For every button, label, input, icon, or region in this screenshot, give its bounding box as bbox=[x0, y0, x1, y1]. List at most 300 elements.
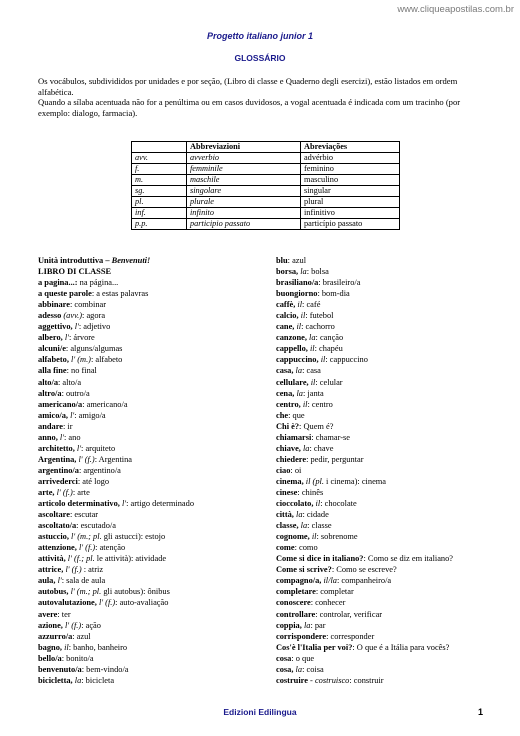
table-header-cell bbox=[132, 142, 187, 153]
entry-headword: arrivederci bbox=[38, 476, 78, 486]
entry-translation: : artigo determinado bbox=[126, 499, 195, 509]
entry-grammar: l' (f.) bbox=[78, 454, 95, 464]
glossary-entry bbox=[38, 531, 268, 542]
entry-headword: centro, bbox=[276, 399, 303, 409]
table-cell: p.p. bbox=[132, 219, 187, 230]
glossary-entry bbox=[276, 675, 506, 686]
entry-headword: chiedere bbox=[276, 454, 307, 464]
entry-grammar: l' (m.) bbox=[71, 355, 91, 365]
glossary-entry bbox=[276, 277, 506, 288]
entry-grammar: la bbox=[74, 675, 82, 685]
entry-grammar: il bbox=[311, 532, 317, 542]
glossary-entry bbox=[38, 675, 268, 686]
entry-grammar: la bbox=[295, 664, 303, 674]
glossary-entry bbox=[276, 266, 506, 277]
entry-headword: azione, bbox=[38, 620, 65, 630]
entry-headword: benvenuto/a bbox=[38, 664, 82, 674]
table-cell: masculino bbox=[301, 175, 400, 186]
entry-headword: chiave, bbox=[276, 443, 303, 453]
entry-translation: : cachorro bbox=[301, 322, 335, 332]
glossary-entry bbox=[276, 531, 506, 542]
glossary-entry bbox=[276, 365, 506, 376]
table-cell: pl. bbox=[132, 197, 187, 208]
entry-translation: : chave bbox=[309, 443, 334, 453]
entry-headword: bicicletta, bbox=[38, 675, 75, 685]
glossary-entry bbox=[38, 553, 268, 564]
table-header-row bbox=[132, 142, 400, 153]
entry-headword: autobus, bbox=[38, 587, 71, 597]
entry-headword: conoscere bbox=[276, 598, 311, 608]
entry-translation: : alto/a bbox=[58, 377, 82, 387]
entry-translation: : como bbox=[294, 543, 318, 553]
entry-translation: : futebol bbox=[305, 311, 334, 321]
glossary-entry bbox=[276, 597, 506, 608]
entry-headword: ascoltato/a bbox=[38, 521, 77, 531]
entry-translation: : bicicleta bbox=[81, 675, 115, 685]
entry-grammar: Benvenuti! bbox=[111, 256, 151, 265]
entry-translation: : combinar bbox=[69, 300, 107, 310]
entry-headword: calcio, bbox=[276, 311, 301, 321]
entry-grammar: l' (m.; pl. bbox=[71, 532, 102, 542]
entry-headword: Unità introduttiva – bbox=[38, 256, 112, 265]
entry-translation: : até logo bbox=[77, 476, 110, 486]
entry-headword: come bbox=[276, 543, 295, 553]
table-cell: singolare bbox=[187, 186, 301, 197]
entry-translation: : bem-vindo/a bbox=[81, 664, 129, 674]
glossary-entry bbox=[276, 520, 506, 531]
glossary-entry bbox=[276, 454, 506, 465]
table-cell: feminino bbox=[301, 164, 400, 175]
glossary-entry bbox=[38, 266, 268, 277]
entry-grammar: l' bbox=[64, 333, 69, 343]
entry-headword: cellulare, bbox=[276, 377, 311, 387]
glossary-entry bbox=[276, 564, 506, 575]
table-cell: infinito bbox=[187, 208, 301, 219]
page-number: 1 bbox=[478, 707, 484, 717]
entry-grammar: la bbox=[295, 366, 303, 376]
entry-headword: caffè, bbox=[276, 300, 298, 310]
entry-headword: architetto, bbox=[38, 443, 77, 453]
intro-paragraph-1: Os vocábulos, subdivididos por unidades e por seção, (Libro di classe e Quaderno degli esercizi), estão listados em ordem alfabética. bbox=[38, 76, 458, 97]
entry-translation: : Como se escreve? bbox=[331, 565, 397, 575]
intro-paragraph-2: Quando a sílaba acentuada não for a penúltima ou em casos duvidosos, a vogal acentuada é indicada com um tracinho (por exemplo: dialogo, farmacia). bbox=[38, 97, 461, 118]
entry-grammar: la bbox=[303, 620, 311, 630]
glossary-entry bbox=[38, 421, 268, 432]
entry-translation: : cidade bbox=[302, 510, 329, 520]
table-cell: femminile bbox=[187, 164, 301, 175]
glossary-entry bbox=[276, 609, 506, 620]
glossary-entry bbox=[276, 399, 506, 410]
glossary-entry bbox=[38, 255, 268, 266]
glossary-entry bbox=[38, 509, 268, 520]
entry-headword: costruire bbox=[276, 675, 308, 685]
entry-headword: città, bbox=[276, 510, 296, 520]
entry-translation: : celular bbox=[315, 377, 343, 387]
entry-translation: : chinês bbox=[297, 487, 324, 497]
entry-grammar: l' bbox=[74, 322, 79, 332]
entry-headword: andare bbox=[38, 421, 63, 431]
table-cell: participio passato bbox=[187, 219, 301, 230]
entry-grammar: l' (f.) bbox=[98, 598, 116, 608]
glossary-entry bbox=[276, 354, 506, 365]
entry-grammar: la bbox=[296, 388, 303, 398]
entry-grammar: il bbox=[320, 355, 326, 365]
entry-headword: blu bbox=[276, 256, 288, 265]
entry-translation: : alfabeto bbox=[90, 355, 123, 365]
table-cell: sg. bbox=[132, 186, 187, 197]
entry-grammar: il bbox=[310, 377, 316, 387]
entry-headword: attenzione, bbox=[38, 543, 79, 553]
entry-grammar: il/la bbox=[323, 576, 337, 586]
entry-translation: : ter bbox=[57, 609, 71, 619]
entry-headword: abbinare bbox=[38, 300, 70, 310]
glossary-entry bbox=[38, 365, 268, 376]
glossary-entry bbox=[38, 354, 268, 365]
glossary-entry bbox=[38, 410, 268, 421]
table-row bbox=[132, 219, 400, 230]
glossary-entry bbox=[38, 487, 268, 498]
entry-headword: buongiorno bbox=[276, 289, 318, 299]
entry-translation: : banho, banheiro bbox=[68, 642, 128, 652]
glossary-entry bbox=[276, 377, 506, 388]
glossary-entry bbox=[38, 575, 268, 586]
entry-translation: : Como se diz em italiano? bbox=[363, 554, 454, 564]
entry-translation: : a estas palavras bbox=[91, 289, 149, 299]
entry-grammar: l' bbox=[59, 432, 65, 442]
table-cell: avv. bbox=[132, 153, 187, 164]
entry-translation: : O que é a Itália para vocês? bbox=[352, 642, 450, 652]
entry-headword: corrispondere bbox=[276, 631, 327, 641]
glossary-column-left bbox=[38, 255, 268, 686]
entry-translation: : chocolate bbox=[320, 499, 357, 509]
entry-headword: argentino/a bbox=[38, 465, 79, 475]
entry-headword: controllare bbox=[276, 609, 316, 619]
entry-translation: : casa bbox=[302, 366, 321, 376]
entry-translation: : atriz bbox=[81, 565, 104, 575]
entry-translation: : completar bbox=[315, 587, 354, 597]
glossary-entry bbox=[38, 299, 268, 310]
glossary-entry bbox=[276, 542, 506, 553]
entry-translation: : bolsa bbox=[306, 267, 329, 277]
entry-grammar: il bbox=[309, 344, 315, 354]
document-subtitle: GLOSSÁRIO bbox=[234, 53, 286, 63]
entry-headword: adesso bbox=[38, 311, 62, 321]
entry-grammar: la bbox=[300, 267, 307, 277]
glossary-entry bbox=[276, 631, 506, 642]
entry-headword: cane, bbox=[276, 322, 297, 332]
glossary-entry bbox=[276, 509, 506, 520]
entry-translation: : amigo/a bbox=[74, 410, 106, 420]
entry-translation: : alguns/algumas bbox=[65, 344, 123, 354]
entry-grammar: la bbox=[296, 510, 303, 520]
table-cell: plural bbox=[301, 197, 400, 208]
entry-translation: le attività): atividade bbox=[94, 554, 167, 564]
glossary-entry bbox=[276, 432, 506, 443]
entry-translation: : atenção bbox=[95, 543, 126, 553]
entry-translation: : chapéu bbox=[314, 344, 343, 354]
entry-headword: che bbox=[276, 410, 289, 420]
entry-headword: anno, bbox=[38, 432, 60, 442]
entry-translation: : pedir, perguntar bbox=[306, 454, 364, 464]
entry-translation: : sala de aula bbox=[61, 576, 106, 586]
glossary-entry bbox=[38, 597, 268, 608]
entry-translation: : agora bbox=[82, 311, 106, 321]
entry-grammar: l' (f.) bbox=[64, 620, 82, 630]
glossary-entry bbox=[38, 664, 268, 675]
watermark: www.cliqueapostilas.com.br bbox=[397, 4, 514, 15]
glossary-entry bbox=[276, 443, 506, 454]
table-cell: advérbio bbox=[301, 153, 400, 164]
entry-headword: avere bbox=[38, 609, 58, 619]
entry-translation: : par bbox=[310, 620, 326, 630]
table-row bbox=[132, 153, 400, 164]
entry-headword: casa, bbox=[276, 366, 296, 376]
entry-headword: cappuccino, bbox=[276, 355, 321, 365]
entry-headword: borsa, bbox=[276, 267, 301, 277]
entry-headword: bello/a bbox=[38, 653, 62, 663]
entry-grammar: l' (f.; pl. bbox=[67, 554, 95, 564]
glossary-entry bbox=[38, 609, 268, 620]
entry-translation: : canção bbox=[315, 333, 344, 343]
entry-headword: americano/a bbox=[38, 399, 83, 409]
glossary-entry bbox=[38, 321, 268, 332]
entry-headword: alla fine bbox=[38, 366, 67, 376]
entry-headword: astuccio, bbox=[38, 532, 72, 542]
glossary-entry bbox=[38, 476, 268, 487]
entry-translation: : ir bbox=[62, 421, 73, 431]
entry-translation: : o que bbox=[291, 653, 315, 663]
entry-grammar: il bbox=[300, 311, 306, 321]
glossary-entry bbox=[38, 399, 268, 410]
table-row bbox=[132, 175, 400, 186]
entry-headword: ciao bbox=[276, 465, 291, 475]
entry-grammar: l' bbox=[76, 443, 82, 453]
glossary-column-right bbox=[276, 255, 506, 686]
glossary-entry bbox=[276, 288, 506, 299]
entry-translation: : árvore bbox=[68, 333, 95, 343]
glossary-entry bbox=[38, 586, 268, 597]
table-cell: f. bbox=[132, 164, 187, 175]
glossary-entry bbox=[38, 620, 268, 631]
entry-headword: attività, bbox=[38, 554, 68, 564]
table-cell: m. bbox=[132, 175, 187, 186]
entry-translation: : classe bbox=[307, 521, 332, 531]
entry-headword: compagno/a, bbox=[276, 576, 324, 586]
glossary-entry bbox=[38, 332, 268, 343]
glossary-entry bbox=[38, 642, 268, 653]
entry-translation: : escutado/a bbox=[76, 521, 116, 531]
entry-headword: cosa bbox=[276, 653, 292, 663]
table-cell: plurale bbox=[187, 197, 301, 208]
entry-translation: : azul bbox=[287, 256, 307, 265]
entry-translation: : conhecer bbox=[310, 598, 346, 608]
entry-grammar: l' bbox=[70, 410, 75, 420]
entry-headword: amico/a, bbox=[38, 410, 71, 420]
entry-grammar: il (pl. bbox=[305, 476, 324, 486]
glossary-entry bbox=[38, 388, 268, 399]
glossary-entry bbox=[276, 410, 506, 421]
glossary-entry bbox=[38, 542, 268, 553]
entry-headword: cinema, bbox=[276, 476, 306, 486]
glossary-entry bbox=[276, 487, 506, 498]
entry-translation: : arquiteto bbox=[81, 443, 116, 453]
entry-grammar: l' (f.) bbox=[78, 543, 96, 553]
glossary-entry bbox=[276, 476, 506, 487]
table-row bbox=[132, 186, 400, 197]
table-row bbox=[132, 197, 400, 208]
entry-translation: : bonito/a bbox=[61, 653, 94, 663]
entry-headword: alto/a bbox=[38, 377, 59, 387]
entry-grammar: il bbox=[315, 499, 321, 509]
glossary-entry bbox=[38, 653, 268, 664]
entry-translation: : adjetivo bbox=[78, 322, 111, 332]
entry-translation: : centro bbox=[307, 399, 333, 409]
entry-translation: : oi bbox=[290, 465, 302, 475]
glossary-entry bbox=[38, 288, 268, 299]
entry-headword: Chi è? bbox=[276, 421, 300, 431]
glossary-entry bbox=[38, 310, 268, 321]
table-row bbox=[132, 208, 400, 219]
glossary-entry bbox=[276, 343, 506, 354]
entry-headword: Come si dice in italiano? bbox=[276, 554, 364, 564]
entry-headword: coppia, bbox=[276, 620, 304, 630]
glossary-entry bbox=[276, 575, 506, 586]
entry-headword: attrice, bbox=[38, 565, 66, 575]
entry-headword: cognome, bbox=[276, 532, 312, 542]
entry-translation: : corresponder bbox=[326, 631, 375, 641]
entry-grammar: l' (f.) bbox=[56, 487, 73, 497]
entry-translation: - bbox=[307, 675, 315, 685]
entry-translation: : brasileiro/a bbox=[318, 278, 361, 288]
entry-grammar: l' (m.; pl. bbox=[70, 587, 102, 597]
glossary-entry bbox=[38, 631, 268, 642]
entry-grammar: la bbox=[302, 443, 310, 453]
table-cell: maschile bbox=[187, 175, 301, 186]
publisher-footer: Edizioni Edilingua bbox=[223, 707, 297, 717]
entry-translation: : outro/a bbox=[61, 388, 90, 398]
entry-translation: : no final bbox=[66, 366, 97, 376]
glossary-entry bbox=[38, 377, 268, 388]
entry-translation: : cappuccino bbox=[325, 355, 368, 365]
entry-headword: LIBRO DI CLASSE bbox=[38, 267, 112, 277]
entry-headword: cioccolato, bbox=[276, 499, 316, 509]
glossary-entry bbox=[276, 664, 506, 675]
entry-grammar: la bbox=[300, 521, 308, 531]
entry-grammar: (avv.) bbox=[61, 311, 83, 321]
entry-grammar: l' bbox=[57, 576, 62, 586]
entry-grammar: l' bbox=[121, 499, 127, 509]
entry-translation: : café bbox=[302, 300, 321, 310]
entry-grammar: il bbox=[297, 300, 303, 310]
entry-translation: : ano bbox=[64, 432, 81, 442]
glossary-entry bbox=[38, 465, 268, 476]
glossary-entry bbox=[38, 520, 268, 531]
entry-grammar: il bbox=[302, 399, 308, 409]
glossary-entry bbox=[276, 321, 506, 332]
entry-headword: azzurro/a bbox=[38, 631, 73, 641]
entry-headword: Come si scrive? bbox=[276, 565, 332, 575]
glossary-entry bbox=[276, 388, 506, 399]
entry-headword: altro/a bbox=[38, 388, 62, 398]
entry-headword: Cos'è l'Italia per voi? bbox=[276, 642, 353, 652]
intro-text bbox=[38, 76, 488, 118]
entry-headword: cosa, bbox=[276, 664, 296, 674]
entry-headword: ascoltare bbox=[38, 510, 70, 520]
glossary-entry bbox=[38, 564, 268, 575]
entry-translation: : escutar bbox=[69, 510, 99, 520]
glossary-entry bbox=[276, 553, 506, 564]
entry-translation: : construir bbox=[349, 675, 384, 685]
entry-translation: na página... bbox=[77, 278, 119, 288]
entry-translation: i cinema): cinema bbox=[323, 476, 387, 486]
table-row bbox=[132, 164, 400, 175]
glossary-entry bbox=[38, 454, 268, 465]
table-cell: infinitivo bbox=[301, 208, 400, 219]
entry-translation: : arte bbox=[72, 487, 90, 497]
glossary-entry bbox=[276, 255, 506, 266]
entry-translation: : argentino/a bbox=[78, 465, 121, 475]
glossary-entry bbox=[276, 465, 506, 476]
entry-translation: : bom-dia bbox=[317, 289, 350, 299]
entry-headword: alfabeto, bbox=[38, 355, 72, 365]
entry-headword: canzone, bbox=[276, 333, 310, 343]
entry-headword: a pagina...: bbox=[38, 278, 78, 288]
entry-translation: : controlar, verificar bbox=[315, 609, 383, 619]
entry-headword: aula, bbox=[38, 576, 58, 586]
entry-headword: Argentina, bbox=[38, 454, 79, 464]
glossary-entry bbox=[276, 332, 506, 343]
entry-translation: : auto-avaliação bbox=[115, 598, 169, 608]
entry-translation: : que bbox=[288, 410, 305, 420]
entry-headword: aggettivo, bbox=[38, 322, 75, 332]
entry-headword: chiamarsi bbox=[276, 432, 312, 442]
entry-translation: gli autobus): ônibus bbox=[101, 587, 170, 597]
entry-translation: : chamar-se bbox=[311, 432, 351, 442]
entry-headword: cena, bbox=[276, 388, 297, 398]
glossary-entry bbox=[276, 299, 506, 310]
glossary-entry bbox=[276, 620, 506, 631]
entry-translation: : ação bbox=[81, 620, 101, 630]
table-header-cell: Abbreviazioni bbox=[187, 142, 301, 153]
entry-headword: cinese bbox=[276, 487, 298, 497]
abbreviations-table bbox=[131, 141, 400, 230]
glossary-entry bbox=[276, 586, 506, 597]
entry-grammar: costruisco bbox=[314, 675, 350, 685]
entry-grammar: il bbox=[64, 642, 69, 652]
entry-headword: classe, bbox=[276, 521, 301, 531]
entry-headword: brasiliano/a bbox=[276, 278, 319, 288]
entry-translation: : coisa bbox=[302, 664, 324, 674]
entry-translation: gli astucci): estojo bbox=[101, 532, 166, 542]
glossary-entry bbox=[276, 498, 506, 509]
glossary-entry bbox=[276, 653, 506, 664]
glossary-entry bbox=[38, 443, 268, 454]
entry-translation: : Quem é? bbox=[299, 421, 334, 431]
entry-translation: : azul bbox=[72, 631, 91, 641]
entry-headword: albero, bbox=[38, 333, 65, 343]
entry-headword: completare bbox=[276, 587, 316, 597]
entry-grammar: l' (f.) bbox=[65, 565, 82, 575]
entry-headword: articolo determinativo, bbox=[38, 499, 122, 509]
glossary-entry bbox=[38, 343, 268, 354]
entry-headword: bagno, bbox=[38, 642, 65, 652]
glossary-entry bbox=[276, 421, 506, 432]
entry-headword: cappello, bbox=[276, 344, 310, 354]
document-title: Progetto italiano junior 1 bbox=[206, 31, 313, 41]
table-header-cell: Abreviações bbox=[301, 142, 400, 153]
table-cell: inf. bbox=[132, 208, 187, 219]
entry-translation: : americano/a bbox=[82, 399, 128, 409]
